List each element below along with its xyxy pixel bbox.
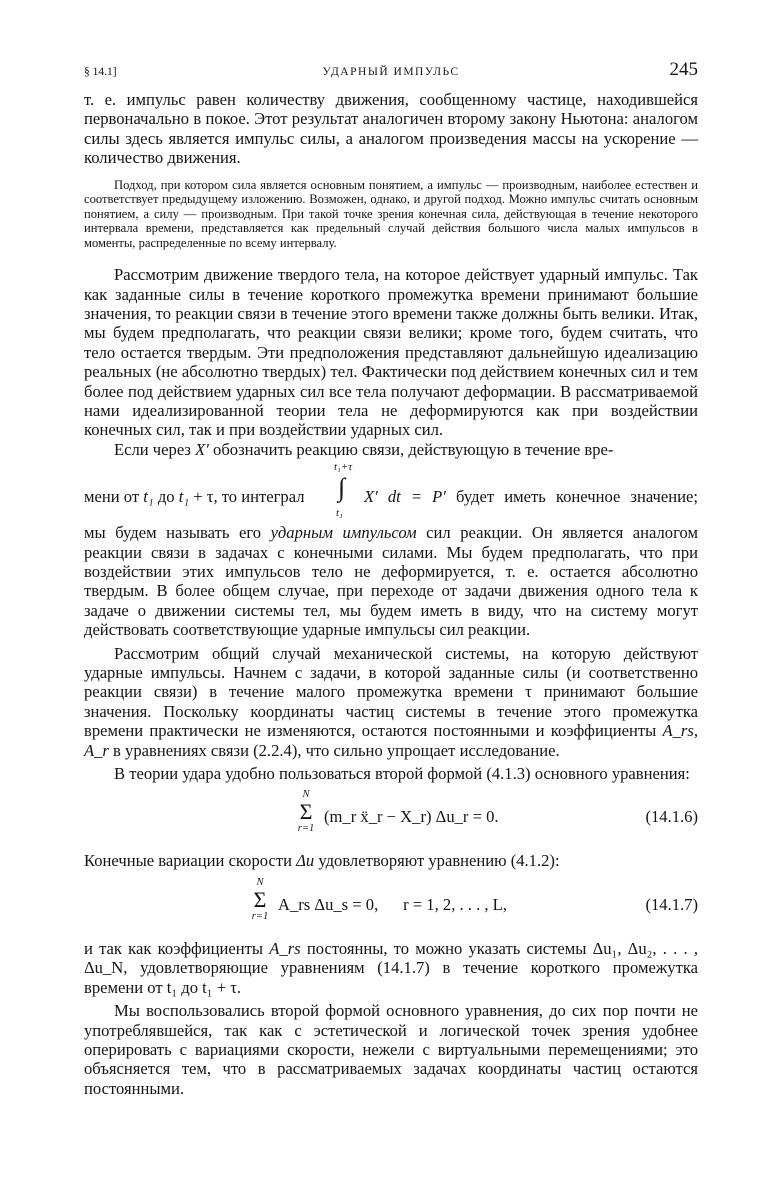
equation-number: (14.1.6)	[645, 807, 698, 827]
paragraph-2: Рассмотрим движение твердого тела, на которое действует ударный импульс. Так как заданные силы в течение короткого промежутка времени принимают большие значения, то реакции связи в течение этого времени также должны быть велики. Итак, мы будем предполагать, что реакции связи велики; кроме того, будем считать, что тело остается твердым. Эти предположения представляют дальнейшую идеализацию реальных (не абсолютно твердых) тел. Фактически под действием конечных сил и тем более под действием ударных сил все тела получают деформации. В рассматриваемой нами идеализированной теории тела не деформируются как при воздействии конечных сил, так и при воздействии ударных сил.	[84, 265, 698, 440]
running-title: УДАРНЫЙ ИМПУЛЬС	[322, 66, 460, 78]
paragraph-6: Конечные вариации скорости Δu удовлетворяют уравнению (4.1.2):	[84, 851, 560, 871]
equation-expression: A_rs Δu_s = 0, r = 1, 2, . . . , L,	[278, 894, 507, 914]
paragraph-3-start: Если через X′ обозначить реакцию связи, действующую в течение вре-	[114, 439, 614, 459]
page-number: 245	[669, 59, 698, 80]
integral-line	[84, 459, 698, 523]
integral-sign: t₁+τ ∫ t₁	[334, 461, 353, 520]
book-page	[84, 60, 698, 1098]
integral-line-left: мени от t₁ до t₁ + τ, то интеграл	[84, 487, 305, 507]
paragraph-8: Мы воспользовались второй формой основного уравнения, до сих пор почти не употреблявшейся, так как с эстетической и логической точек зрения удобнее оперировать с вариациями скорости, нежели с виртуальными перемещениями; это объясняется тем, что в рассматриваемых задачах координаты частиц остаются постоянными.	[84, 1001, 698, 1098]
equation-number: (14.1.7)	[645, 894, 698, 914]
paragraph-7: и так как коэффициенты A_rs постоянны, то можно указать системы Δu₁, Δu₂, . . . , Δu_N, удовлетворяющие уравнениям (14.1.7) в течение короткого промежутка времени от t₁ до t₁ + τ.	[84, 938, 698, 997]
section-reference: § 14.1]	[84, 66, 117, 78]
integral-line-right: X′ dt = P′ будет иметь конечное значение;	[364, 487, 698, 507]
paragraph-5: В теории удара удобно пользоваться второй формой (4.1.3) основного уравнения:	[114, 764, 690, 784]
paragraph-1: т. е. импульс равен количеству движения, сообщенному частице, находившейся первоначально в покое. Этот результат аналогичен второму закону Ньютона: аналогом силы здесь является импульс силы, а аналогом произведения массы на ускорение — количество движения.	[84, 90, 698, 168]
running-header	[84, 60, 698, 90]
small-print-note: Подход, при котором сила является основным понятием, а импульс — производным, наиболее естествен и соответствует предыдущему изложению. Возможен, однако, и другой подход. Можно импульс считать основным понятием, а силу — производным. При такой точке зрения конечная сила, действующая в течение некоторого интервала времени, представляется как предельный случай действия большого числа малых импульсов в моменты, распределенные по всему интервалу.	[84, 177, 698, 250]
summation-sign: N Σ r=1	[251, 876, 269, 922]
equation-14-1-7	[84, 877, 698, 935]
equation-expression: (m_r ẍ_r − X_r) Δu_r = 0.	[324, 807, 499, 827]
equation-14-1-6	[84, 789, 698, 847]
summation-sign: N Σ r=1	[297, 789, 315, 835]
paragraph-3-end: мы будем называть его ударным импульсом сил реакции. Он является аналогом реакции связи в задачах с конечными силами. Мы будем предполагать, что при воздействии этих импульсов тело не деформируется, т. е. остается абсолютно твердым. В более общем случае, при переходе от задачи движения одного тела к задаче о движении системы тел, мы будем иметь в виду, что на систему могут действовать соответствующие ударные импульсы сил реакции.	[84, 523, 698, 640]
paragraph-4: Рассмотрим общий случай механической системы, на которую действуют ударные импульсы. Начнем с задачи, в которой заданные силы (и соответственно реакции связи) в течение малого промежутка времени τ принимают большие значения. Поскольку координаты частиц системы в течение этого промежутка времени практически не изменяются, остаются постоянными и коэффициенты A_rs, A_r в уравнениях связи (2.2.4), что сильно упрощает исследование.	[84, 643, 698, 760]
